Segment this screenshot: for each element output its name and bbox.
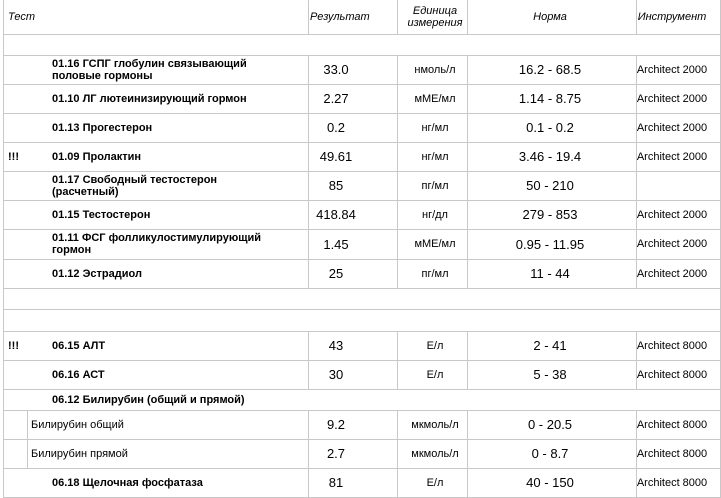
flag-marker: !!! (8, 150, 19, 163)
instrument-name: Architect 2000 (636, 150, 708, 163)
column-divider (467, 410, 468, 497)
unit-value: пг/мл (421, 179, 449, 192)
test-name: 06.12 Билирубин (общий и прямой) (52, 393, 245, 406)
test-name: 01.11 ФСГ фолликулостимулирующий гормон (52, 232, 262, 256)
unit-value: мкмоль/л (411, 418, 459, 431)
table-row (0, 410, 721, 439)
column-divider (308, 410, 309, 497)
table-row (0, 360, 721, 389)
unit-value: пг/мл (421, 267, 449, 280)
norm-range: 50 - 210 (526, 178, 574, 193)
result-value: 49.61 (319, 149, 353, 164)
unit-value: нг/мл (421, 121, 449, 134)
norm-range (468, 389, 632, 410)
column-divider (3, 0, 4, 498)
unit-value: нмоль/л (414, 63, 456, 76)
unit-value: мМЕ/мл (414, 238, 456, 250)
result-value: 25 (328, 266, 344, 281)
test-name: 06.15 АЛТ (52, 339, 106, 352)
column-divider (397, 331, 398, 389)
header-unit-line1: Единица (412, 5, 458, 17)
test-name: 06.16 АСТ (52, 368, 105, 381)
result-value: 1.45 (323, 236, 349, 252)
column-divider (308, 0, 309, 34)
norm-range: 16.2 - 68.5 (518, 62, 582, 77)
unit-value: Е/л (426, 476, 444, 489)
result-value: 0.2 (326, 120, 346, 135)
column-divider (397, 0, 398, 34)
test-name: 01.16 ГСПГ глобулин связывающий половые гормоны (52, 57, 247, 82)
row-divider (3, 439, 721, 440)
row-divider (3, 113, 721, 114)
norm-range: 5 - 38 (533, 367, 567, 382)
header-unit-line2: измерения (407, 17, 463, 29)
instrument-name: Architect 8000 (636, 476, 708, 489)
result-value: 2.7 (326, 446, 346, 461)
column-divider (308, 55, 309, 288)
result-value: 33.0 (323, 62, 349, 77)
column-divider (636, 0, 637, 34)
row-divider (3, 468, 721, 469)
instrument-name (632, 171, 712, 200)
norm-range: 0 - 20.5 (527, 417, 573, 432)
row-divider (3, 360, 721, 361)
column-divider (636, 55, 637, 288)
test-name: 06.18 Щелочная фосфатаза (52, 476, 203, 489)
table-row (0, 55, 721, 84)
table-row (0, 259, 721, 288)
column-divider (636, 331, 637, 389)
row-divider (3, 55, 721, 56)
norm-range: 0.95 - 11.95 (515, 236, 585, 252)
norm-range: 40 - 150 (526, 475, 574, 490)
column-divider (467, 55, 468, 288)
unit-value: мкмоль/л (411, 447, 459, 460)
test-name: 01.10 ЛГ лютеинизирующий гормон (52, 92, 247, 105)
unit-value: нг/дл (422, 208, 448, 221)
table-row (0, 468, 721, 497)
table-row (0, 229, 721, 259)
column-divider (308, 331, 309, 389)
instrument-name: Architect 2000 (636, 208, 708, 221)
instrument-name: Architect 2000 (636, 92, 708, 105)
flag-marker: !!! (8, 339, 19, 352)
norm-range: 2 - 41 (533, 338, 567, 353)
result-value: 418.84 (316, 207, 356, 222)
unit-value: нг/мл (421, 150, 449, 163)
test-name: Билирубин прямой (31, 447, 128, 460)
column-divider (397, 55, 398, 288)
result-value: 85 (328, 178, 344, 193)
unit-value: мМЕ/мл (414, 92, 456, 105)
unit-value: Е/л (426, 339, 444, 352)
column-divider (27, 410, 28, 468)
row-divider (3, 309, 721, 310)
row-divider (3, 84, 721, 85)
instrument-name: Architect 2000 (636, 121, 708, 134)
result-value: 9.2 (326, 417, 346, 432)
header-instrument: Инструмент (637, 11, 707, 23)
instrument-name: Architect 2000 (636, 267, 708, 280)
row-divider (3, 410, 721, 411)
table-row (0, 113, 721, 142)
instrument-name: Architect 2000 (636, 238, 708, 250)
test-name: 01.12 Эстрадиол (52, 267, 142, 280)
table-row (0, 171, 721, 200)
row-divider (3, 288, 721, 289)
header-norm: Норма (533, 11, 567, 23)
row-divider (3, 171, 721, 172)
row-divider (3, 229, 721, 230)
test-name: 01.15 Тестостерон (52, 208, 151, 221)
result-value: 30 (328, 367, 344, 382)
test-name: 01.17 Свободный тестостерон (расчетный) (52, 173, 218, 198)
table-row (0, 439, 721, 468)
table-row (0, 331, 721, 360)
unit-value: Е/л (426, 368, 444, 381)
row-divider (3, 142, 721, 143)
norm-range: 11 - 44 (530, 266, 570, 281)
norm-range: 1.14 - 8.75 (518, 91, 582, 106)
row-divider (3, 331, 721, 332)
column-divider (467, 331, 468, 389)
table-row (0, 389, 721, 410)
row-divider (3, 389, 721, 390)
test-name: 01.09 Пролактин (52, 150, 142, 163)
norm-range: 279 - 853 (522, 207, 578, 222)
instrument-name: Architect 8000 (636, 368, 708, 381)
result-value (310, 389, 362, 410)
instrument-name: Architect 8000 (636, 418, 708, 431)
norm-range: 0.1 - 0.2 (526, 120, 574, 135)
table-row (0, 142, 721, 171)
test-name: 01.13 Прогестерон (52, 121, 153, 134)
row-divider (3, 200, 721, 201)
row-divider (3, 34, 721, 35)
header-test: Тест (8, 11, 36, 23)
instrument-name: Architect 8000 (636, 339, 708, 352)
column-divider (397, 410, 398, 497)
header-unit (395, 0, 475, 34)
row-divider (3, 259, 721, 260)
norm-range: 3.46 - 19.4 (518, 149, 582, 164)
header-result: Результат (310, 11, 370, 23)
unit-value (395, 389, 475, 410)
result-value: 81 (328, 475, 344, 490)
table-row (0, 84, 721, 113)
column-divider (467, 0, 468, 34)
result-value: 2.27 (323, 91, 349, 106)
instrument-name (632, 389, 712, 410)
table-header (0, 0, 721, 34)
table-row (0, 200, 721, 229)
result-value: 43 (328, 338, 344, 353)
column-divider (636, 410, 637, 497)
instrument-name: Architect 2000 (636, 63, 708, 76)
test-name: Билирубин общий (31, 418, 124, 431)
norm-range: 0 - 8.7 (531, 446, 569, 461)
instrument-name: Architect 8000 (636, 447, 708, 460)
